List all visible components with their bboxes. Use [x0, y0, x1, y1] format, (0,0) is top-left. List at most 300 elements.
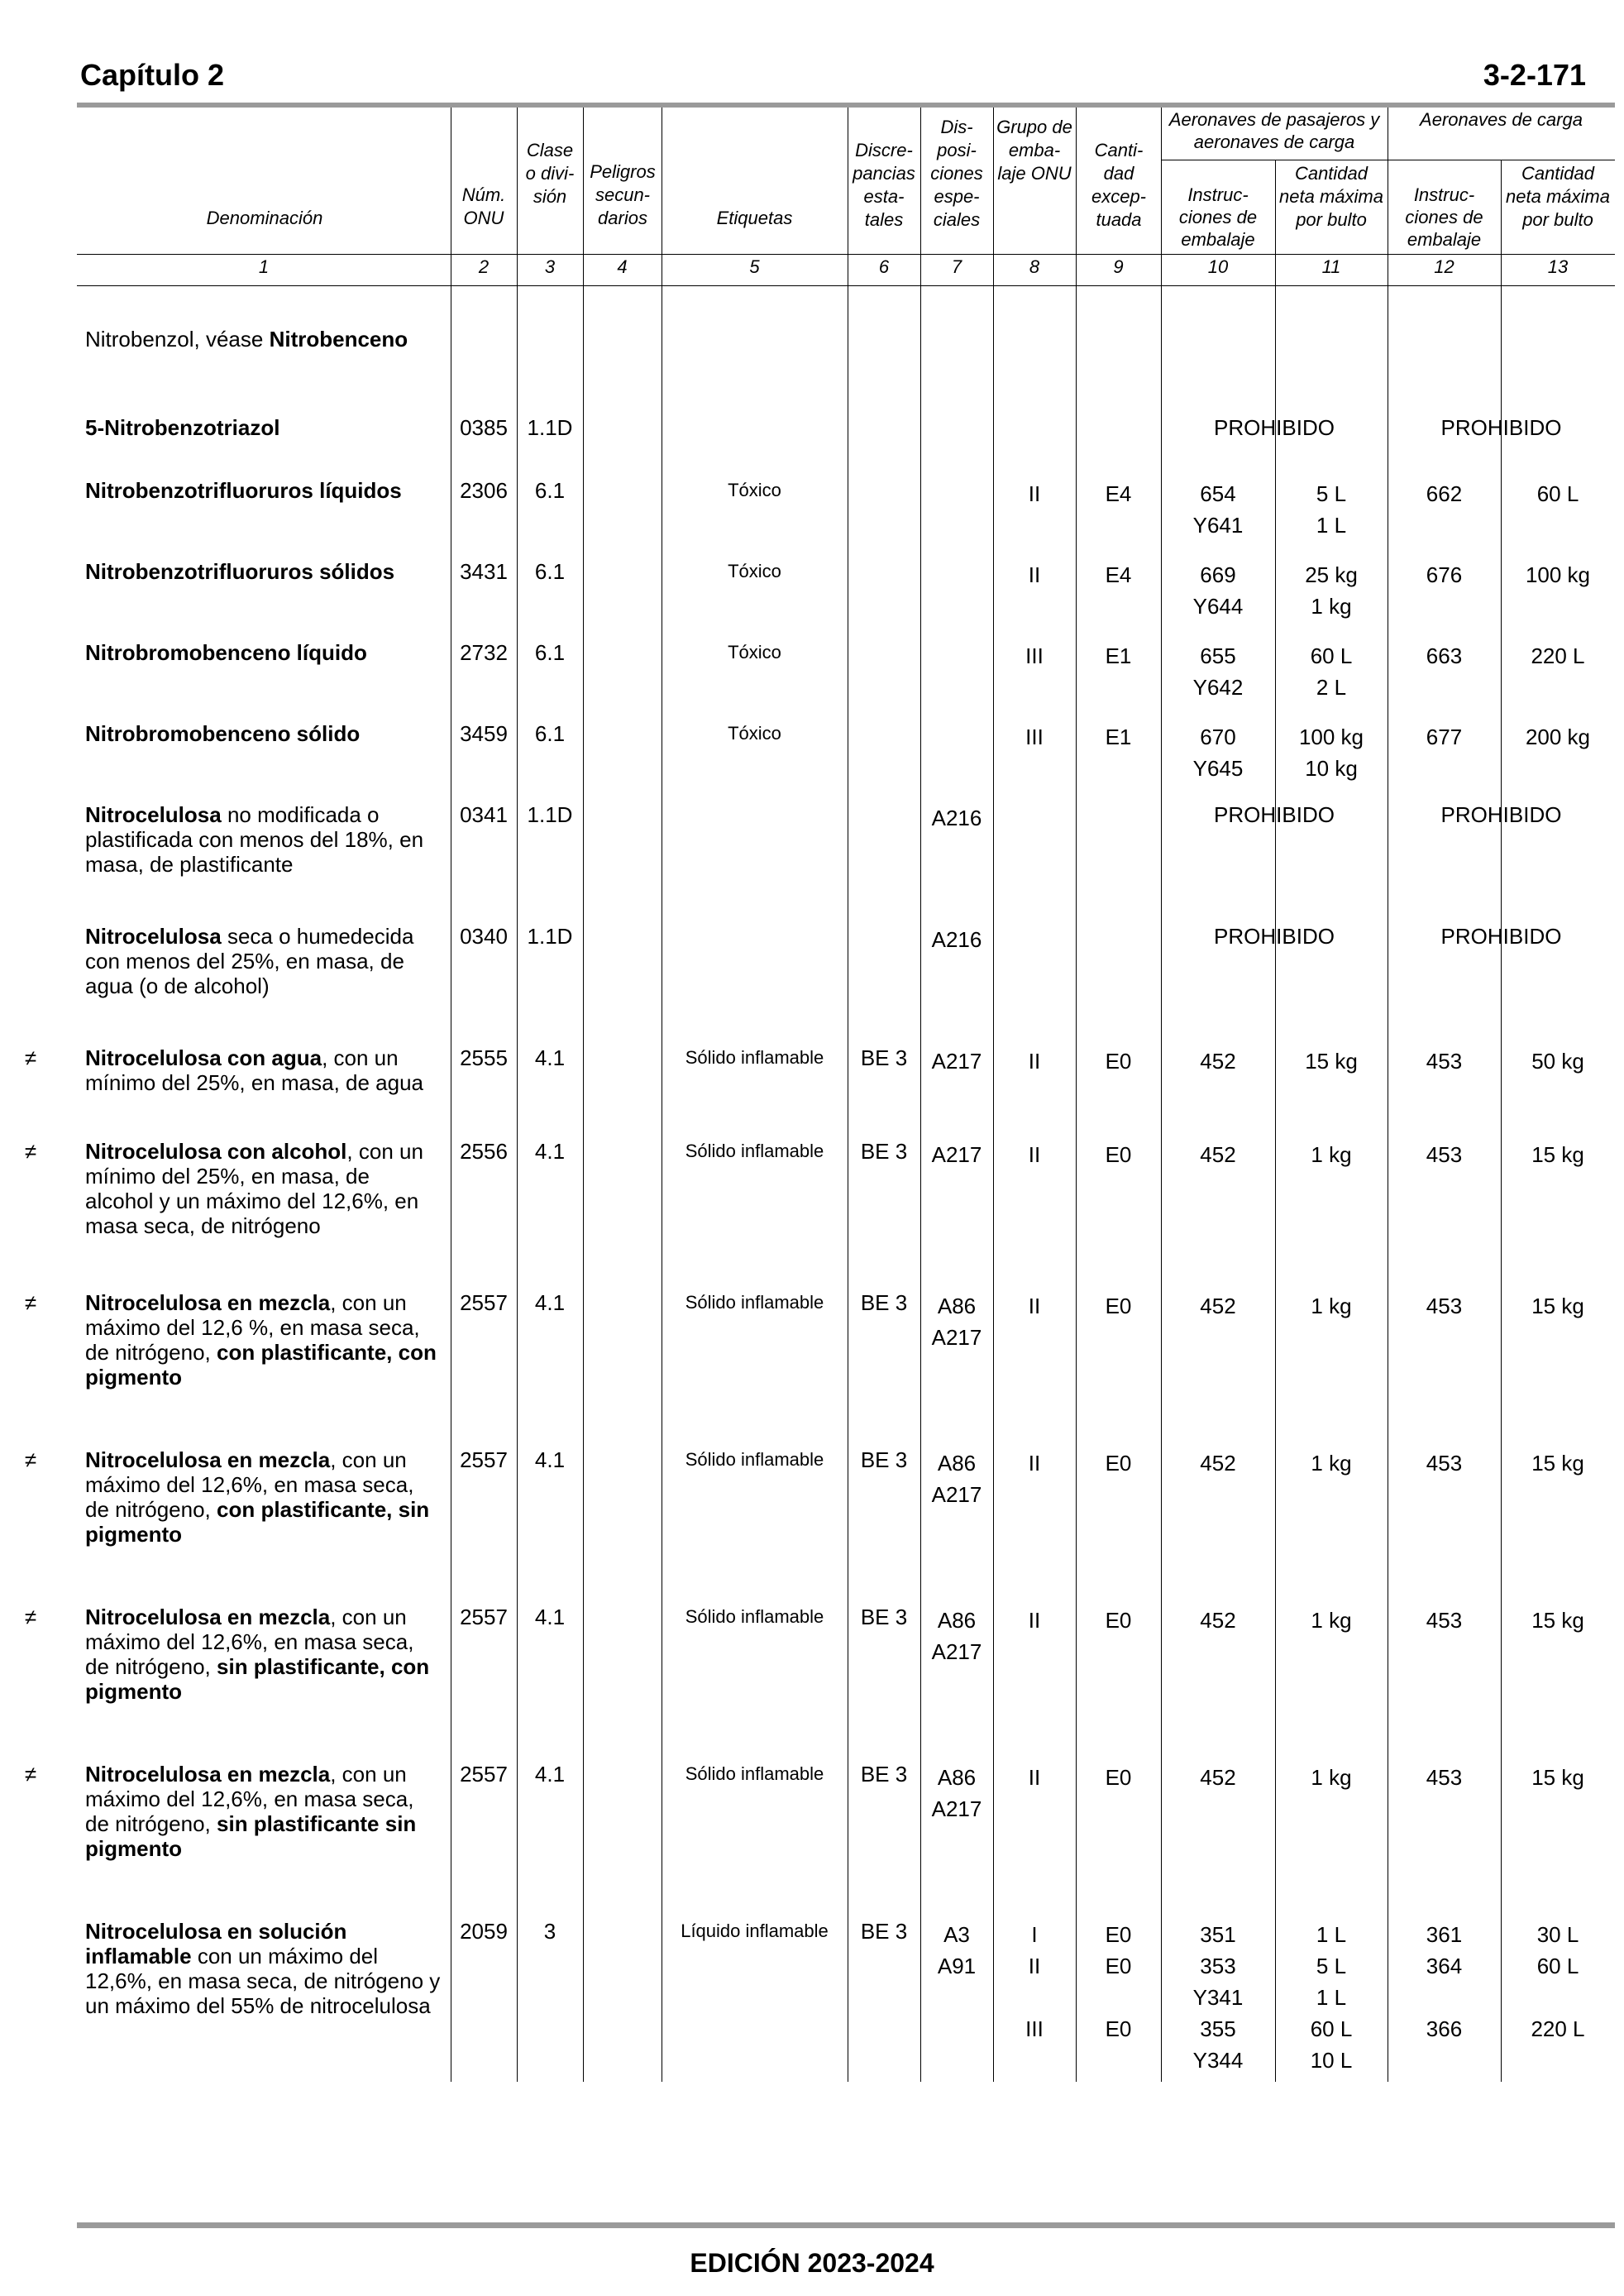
max-quantity-pax — [1275, 721, 1388, 784]
hazard-class: 4.1 — [534, 1762, 566, 1787]
denomination-bold-text: con plastificante, sin pigmento — [85, 1497, 430, 1547]
denomination-bold-text: Nitrocelulosa en mezcla — [85, 1762, 331, 1787]
excepted-quantity-line: E0 — [1105, 1451, 1132, 1476]
hazard-label: Sólido inflamable — [685, 1606, 824, 1627]
denomination-bold-text: Nitrocelulosa en mezcla — [85, 1605, 331, 1629]
excepted-quantity-line: E0 — [1105, 1765, 1132, 1790]
denomination-cell — [85, 478, 442, 503]
packing-instruction-cao-line: 361 — [1426, 1922, 1463, 1947]
excepted-quantity-line: E1 — [1105, 725, 1132, 749]
col-header-cantidad-exceptuada: Canti- dad excep- tuada — [1091, 140, 1147, 230]
packing-instruction-pax-line: Y344 — [1192, 2048, 1244, 2073]
packing-instruction-pax — [1161, 1605, 1275, 1636]
max-quantity-pax-line: 1 L — [1316, 1922, 1347, 1947]
packing-instruction-pax-line: 353 — [1200, 1954, 1236, 1978]
packing-instruction-cao — [1388, 1139, 1501, 1170]
packing-instruction-pax-line: 452 — [1200, 1765, 1236, 1790]
state-variation: BE 3 — [860, 1290, 908, 1315]
max-quantity-pax — [1275, 640, 1388, 703]
un-number: 2557 — [460, 1447, 508, 1472]
hazard-label: Tóxico — [728, 723, 781, 744]
un-number: 2059 — [460, 1919, 508, 1944]
denomination-bold-text: sin plastificante sin pigmento — [85, 1811, 417, 1861]
denomination-text: , con un mínimo del 25%, en masa, de agua — [85, 1045, 424, 1095]
chapter-title: Capítulo 2 — [80, 58, 225, 92]
packing-group-line: I — [1031, 1922, 1038, 1947]
excepted-quantity-line: E0 — [1105, 2016, 1132, 2041]
denomination-bold-text: con plastificante, con pigmento — [85, 1340, 437, 1390]
packing-instruction-pax-line: 351 — [1200, 1922, 1236, 1947]
special-provisions-line: A217 — [931, 1796, 982, 1821]
col-number: 11 — [1321, 256, 1341, 277]
col-number: 12 — [1434, 256, 1454, 277]
change-mark: ≠ — [24, 1447, 37, 1472]
change-mark: ≠ — [24, 1762, 37, 1787]
packing-group-line: II — [1028, 1451, 1041, 1476]
special-provisions-line: A86 — [937, 1451, 977, 1476]
denomination-text: , con un máximo del 12,6%, en masa seca, de nitrógeno, — [85, 1447, 414, 1522]
packing-instruction-cao-line: 453 — [1426, 1142, 1463, 1167]
special-provisions-line: A217 — [931, 1049, 982, 1074]
max-quantity-pax-line: 100 kg — [1298, 725, 1364, 749]
hazard-class: 1.1D — [527, 924, 573, 949]
max-quantity-cao — [1501, 1290, 1615, 1322]
special-provisions-line: A3 — [943, 1922, 970, 1947]
change-mark: ≠ — [24, 1139, 37, 1164]
change-mark: ≠ — [24, 1290, 37, 1315]
packing-group — [993, 1045, 1076, 1077]
packing-instruction-cao-line: 366 — [1426, 2016, 1463, 2041]
edition-footer: EDICIÓN 2023-2024 — [690, 2248, 934, 2278]
denomination-cell — [85, 721, 442, 746]
packing-group — [993, 640, 1076, 672]
max-quantity-cao — [1501, 1762, 1615, 1793]
packing-instruction-cao-line: 364 — [1426, 1954, 1463, 1978]
special-provisions — [920, 1605, 993, 1667]
packing-group-line: III — [1025, 643, 1044, 668]
col-header-clase: Clase o divi- sión — [525, 140, 575, 207]
state-variation: BE 3 — [860, 1447, 908, 1472]
denomination-bold-text: Nitrobenzotrifluoruros sólidos — [85, 559, 395, 584]
excepted-quantity-line: E0 — [1105, 1049, 1132, 1074]
packing-group-line: II — [1028, 1049, 1041, 1074]
hazard-class: 4.1 — [534, 1605, 566, 1629]
hazard-class: 6.1 — [534, 559, 566, 584]
special-provisions — [920, 1045, 993, 1077]
excepted-quantity — [1076, 721, 1161, 753]
hazard-label: Sólido inflamable — [685, 1763, 824, 1784]
special-provisions — [920, 1447, 993, 1510]
denomination-bold-text: Nitrocelulosa con alcohol — [85, 1139, 347, 1164]
packing-instruction-pax — [1161, 1290, 1275, 1322]
hazard-class: 4.1 — [534, 1139, 566, 1164]
col-header-instrucciones-cao: Instruc- ciones de embalaje — [1405, 184, 1483, 250]
excepted-quantity — [1076, 559, 1161, 591]
state-variation: BE 3 — [860, 1605, 908, 1629]
packing-group-line: II — [1028, 1294, 1041, 1318]
max-quantity-cao-line: 50 kg — [1531, 1049, 1584, 1074]
special-provisions-line: A86 — [937, 1294, 977, 1318]
max-quantity-cao — [1501, 721, 1615, 753]
max-quantity-pax-line: 2 L — [1316, 675, 1347, 700]
special-provisions-line: A86 — [937, 1765, 977, 1790]
col-header-etiquetas: Etiquetas — [716, 208, 793, 228]
prohibited-cao: PROHIBIDO — [1440, 415, 1562, 440]
packing-instruction-cao-line: 662 — [1426, 481, 1463, 506]
packing-instruction-pax-line: Y642 — [1192, 675, 1244, 700]
un-number: 2557 — [460, 1762, 508, 1787]
max-quantity-cao — [1501, 559, 1615, 591]
col-header-discrepancias: Discre- pancias esta- tales — [853, 140, 915, 230]
special-provisions — [920, 1762, 993, 1825]
packing-group — [993, 1919, 1076, 2045]
max-quantity-pax-line: 60 L — [1310, 643, 1353, 668]
max-quantity-cao — [1501, 1139, 1615, 1170]
excepted-quantity — [1076, 1139, 1161, 1170]
excepted-quantity-line: E0 — [1105, 1922, 1132, 1947]
max-quantity-pax-line: 1 kg — [1311, 594, 1352, 619]
packing-instruction-cao — [1388, 1447, 1501, 1479]
col-number: 8 — [1029, 256, 1040, 277]
col-number: 3 — [544, 256, 556, 277]
denomination-cell — [85, 924, 442, 998]
special-provisions — [920, 1919, 993, 1982]
special-provisions — [920, 1139, 993, 1170]
max-quantity-pax-line: 1 kg — [1311, 1608, 1352, 1633]
prohibited-cao: PROHIBIDO — [1440, 802, 1562, 827]
max-quantity-pax — [1275, 559, 1388, 622]
max-quantity-pax-line: 1 L — [1316, 513, 1347, 538]
packing-instruction-cao — [1388, 1605, 1501, 1636]
denomination-bold-text: Nitrobenzotrifluoruros líquidos — [85, 478, 402, 503]
packing-instruction-cao-line: 453 — [1426, 1451, 1463, 1476]
denomination-bold-text: Nitrocelulosa en mezcla — [85, 1447, 331, 1472]
denomination-text: , con un mínimo del 25%, en masa, de alcohol y un máximo del 12,6%, en masa seca, de nitrógeno — [85, 1139, 423, 1238]
denomination-text: , con un máximo del 12,6 %, en masa seca, de nitrógeno, — [85, 1290, 420, 1365]
max-quantity-pax — [1275, 1605, 1388, 1636]
special-provisions-line: A216 — [931, 806, 982, 830]
packing-group-line: II — [1028, 1608, 1041, 1633]
packing-instruction-pax — [1161, 1045, 1275, 1077]
packing-instruction-cao-line: 453 — [1426, 1765, 1463, 1790]
denomination-cell — [85, 1045, 442, 1095]
un-number: 2556 — [460, 1139, 508, 1164]
prohibited-cao: PROHIBIDO — [1440, 924, 1562, 949]
hazard-class: 1.1D — [527, 415, 573, 440]
denomination-bold-text: 5-Nitrobenzotriazol — [85, 415, 280, 440]
hazard-label: Sólido inflamable — [685, 1047, 824, 1068]
packing-instruction-pax-line: Y645 — [1192, 756, 1244, 781]
packing-group-line: II — [1028, 1954, 1041, 1978]
packing-instruction-cao — [1388, 640, 1501, 672]
denomination-text: con un máximo del 12,6%, en masa seca, de nitrógeno y un máximo del 55% de nitrocelulosa — [85, 1944, 441, 2018]
max-quantity-cao-line: 15 kg — [1531, 1608, 1584, 1633]
max-quantity-pax-line: 10 L — [1310, 2048, 1353, 2073]
max-quantity-pax — [1275, 1762, 1388, 1793]
special-provisions-line: A217 — [931, 1639, 982, 1664]
packing-instruction-cao — [1388, 478, 1501, 509]
packing-instruction-pax-line: Y644 — [1192, 594, 1244, 619]
excepted-quantity-line: E0 — [1105, 1142, 1132, 1167]
special-provisions — [920, 924, 993, 955]
col-number: 13 — [1547, 256, 1569, 277]
max-quantity-cao-line: 15 kg — [1531, 1294, 1584, 1318]
state-variation: BE 3 — [860, 1762, 908, 1787]
col-header-cantidad-pax: Cantidad neta máxima por bulto — [1279, 163, 1383, 230]
packing-instruction-pax-line: 670 — [1200, 725, 1236, 749]
hazard-class: 4.1 — [534, 1447, 566, 1472]
excepted-quantity-line: E4 — [1105, 562, 1132, 587]
denomination-text: , con un máximo del 12,6%, en masa seca, de nitrógeno, — [85, 1762, 414, 1836]
denomination-cell — [85, 1919, 442, 2018]
packing-instruction-pax-line: 452 — [1200, 1294, 1236, 1318]
max-quantity-cao-line: 15 kg — [1531, 1451, 1584, 1476]
page-number: 3-2-171 — [1483, 58, 1586, 92]
packing-instruction-cao-line: 676 — [1426, 562, 1463, 587]
max-quantity-pax-line: 60 L — [1310, 2016, 1353, 2041]
col-header-grupo: Grupo de emba- laje ONU — [996, 117, 1072, 184]
col-number: 1 — [258, 256, 270, 277]
hazard-label: Tóxico — [728, 480, 781, 500]
packing-group-line: II — [1028, 481, 1041, 506]
special-provisions-line: A217 — [931, 1482, 982, 1507]
col-header-peligros: Peligros secun- darios — [590, 161, 656, 228]
excepted-quantity — [1076, 1605, 1161, 1636]
packing-group — [993, 721, 1076, 753]
max-quantity-pax — [1275, 478, 1388, 541]
packing-instruction-pax-line: 452 — [1200, 1451, 1236, 1476]
denomination-bold-text: Nitrocelulosa con agua — [85, 1045, 322, 1070]
max-quantity-pax — [1275, 1139, 1388, 1170]
denomination-cell — [85, 1762, 442, 1861]
hazard-label: Sólido inflamable — [685, 1292, 824, 1313]
max-quantity-pax — [1275, 1447, 1388, 1479]
packing-instruction-pax — [1161, 640, 1275, 703]
hazard-class: 6.1 — [534, 721, 566, 746]
hazard-label: Sólido inflamable — [685, 1141, 824, 1161]
max-quantity-cao-line: 15 kg — [1531, 1142, 1584, 1167]
packing-group — [993, 1605, 1076, 1636]
special-provisions-line: A217 — [931, 1325, 982, 1350]
un-number: 2306 — [460, 478, 508, 503]
hazard-class: 4.1 — [534, 1290, 566, 1315]
packing-group-line: II — [1028, 1765, 1041, 1790]
max-quantity-cao — [1501, 1045, 1615, 1077]
excepted-quantity-line: E0 — [1105, 1608, 1132, 1633]
col-number: 5 — [749, 256, 760, 277]
hazard-label: Tóxico — [728, 642, 781, 662]
packing-group-line: II — [1028, 562, 1041, 587]
col-header-cantidad-cao: Cantidad neta máxima por bulto — [1506, 163, 1610, 230]
packing-instruction-cao-line: 453 — [1426, 1049, 1463, 1074]
un-number: 0341 — [460, 802, 508, 827]
packing-group — [993, 1139, 1076, 1170]
group-header-cargo: Aeronaves de carga — [1420, 109, 1583, 130]
denomination-text: , con un máximo del 12,6%, en masa seca, de nitrógeno, — [85, 1605, 414, 1679]
un-number: 0340 — [460, 924, 508, 949]
prohibited-pax: PROHIBIDO — [1214, 802, 1335, 827]
excepted-quantity — [1076, 1919, 1161, 2045]
special-provisions-line: A91 — [937, 1954, 977, 1978]
max-quantity-cao-line: 200 kg — [1525, 725, 1591, 749]
special-provisions-line: A217 — [931, 1142, 982, 1167]
col-header-denominacion: Denominación — [206, 208, 323, 228]
state-variation: BE 3 — [860, 1045, 908, 1070]
excepted-quantity — [1076, 478, 1161, 509]
excepted-quantity — [1076, 1045, 1161, 1077]
max-quantity-cao-line: 15 kg — [1531, 1765, 1584, 1790]
col-number: 2 — [478, 256, 490, 277]
max-quantity-pax — [1275, 1919, 1388, 2076]
group-header-passenger: Aeronaves de pasajeros y aeronaves de carga — [1168, 109, 1380, 152]
packing-instruction-pax-line: 655 — [1200, 643, 1236, 668]
col-number: 7 — [951, 256, 962, 277]
packing-instruction-cao-line — [1388, 1982, 1501, 2013]
denomination-cell — [85, 1139, 442, 1238]
col-number: 9 — [1113, 256, 1124, 277]
denomination-text: no modificada o plastificada con menos del 18%, en masa, de plastificante — [85, 802, 424, 877]
packing-instruction-cao — [1388, 559, 1501, 591]
packing-instruction-pax — [1161, 559, 1275, 622]
special-provisions — [920, 1290, 993, 1353]
hazard-class: 1.1D — [527, 802, 573, 827]
packing-instruction-pax-line: 355 — [1200, 2016, 1236, 2041]
max-quantity-pax-line: 5 L — [1316, 1954, 1347, 1978]
max-quantity-cao — [1501, 478, 1615, 509]
denomination-text: seca o humedecida con menos del 25%, en masa, de agua (o de alcohol) — [85, 924, 414, 998]
excepted-quantity — [1076, 1447, 1161, 1479]
denomination-cell — [85, 327, 442, 352]
packing-instruction-pax — [1161, 1919, 1275, 2076]
excepted-quantity — [1076, 640, 1161, 672]
un-number: 2557 — [460, 1605, 508, 1629]
denomination-cell — [85, 640, 442, 665]
max-quantity-cao — [1501, 1447, 1615, 1479]
max-quantity-cao-line: 220 L — [1531, 2016, 1585, 2041]
max-quantity-cao-line: 30 L — [1536, 1922, 1579, 1947]
excepted-quantity — [1076, 1762, 1161, 1793]
packing-group-line — [993, 1982, 1076, 2013]
packing-instruction-pax — [1161, 721, 1275, 784]
packing-group — [993, 478, 1076, 509]
header-rule — [77, 103, 1615, 108]
prohibited-pax: PROHIBIDO — [1214, 924, 1335, 949]
packing-instruction-pax-line: 452 — [1200, 1049, 1236, 1074]
denomination-text: Nitrobenzol, véase — [85, 327, 270, 352]
packing-group — [993, 1290, 1076, 1322]
excepted-quantity-line: E4 — [1105, 481, 1132, 506]
denomination-cell — [85, 415, 442, 440]
packing-instruction-pax-line: Y641 — [1192, 513, 1244, 538]
denomination-cell — [85, 1290, 442, 1390]
col-number: 10 — [1207, 256, 1229, 277]
change-mark: ≠ — [24, 1045, 37, 1070]
packing-group-line: II — [1028, 1142, 1041, 1167]
max-quantity-cao-line — [1501, 1982, 1615, 2013]
excepted-quantity-line: E0 — [1105, 1954, 1132, 1978]
packing-group-line: III — [1025, 2016, 1044, 2041]
packing-instruction-pax — [1161, 1139, 1275, 1170]
max-quantity-cao-line: 220 L — [1531, 643, 1585, 668]
denomination-bold-text: Nitrocelulosa — [85, 802, 222, 827]
max-quantity-pax-line: 5 L — [1316, 481, 1347, 506]
packing-instruction-pax — [1161, 1762, 1275, 1793]
un-number: 0385 — [460, 415, 508, 440]
footer-rule — [77, 2222, 1615, 2228]
un-number: 2555 — [460, 1045, 508, 1070]
packing-instruction-cao — [1388, 1045, 1501, 1077]
hazard-class: 6.1 — [534, 640, 566, 665]
packing-instruction-pax — [1161, 478, 1275, 541]
hazard-class: 4.1 — [534, 1045, 566, 1070]
packing-instruction-cao-line: 677 — [1426, 725, 1463, 749]
max-quantity-pax-line: 15 kg — [1305, 1049, 1358, 1074]
packing-instruction-pax-line: 452 — [1200, 1608, 1236, 1633]
un-number: 3459 — [460, 721, 508, 746]
packing-group — [993, 1447, 1076, 1479]
max-quantity-pax — [1275, 1290, 1388, 1322]
max-quantity-cao-line: 60 L — [1536, 481, 1579, 506]
denomination-cell — [85, 1447, 442, 1547]
hazard-class: 6.1 — [534, 478, 566, 503]
denomination-cell — [85, 802, 442, 877]
col-number: 4 — [617, 256, 628, 277]
max-quantity-cao — [1501, 1919, 1615, 2045]
special-provisions-line: A216 — [931, 927, 982, 952]
special-provisions — [920, 802, 993, 834]
max-quantity-pax-line: 10 kg — [1305, 756, 1358, 781]
packing-group — [993, 1762, 1076, 1793]
max-quantity-cao — [1501, 1605, 1615, 1636]
hazard-class: 3 — [543, 1919, 556, 1944]
denomination-cell — [85, 559, 442, 584]
packing-instruction-pax-line: 452 — [1200, 1142, 1236, 1167]
max-quantity-cao-line: 100 kg — [1525, 562, 1591, 587]
denomination-bold-text: Nitrocelulosa en mezcla — [85, 1290, 331, 1315]
special-provisions-line: A86 — [937, 1608, 977, 1633]
packing-instruction-pax-line: 669 — [1200, 562, 1236, 587]
max-quantity-pax-line: 1 kg — [1311, 1765, 1352, 1790]
packing-instruction-pax — [1161, 1447, 1275, 1479]
col-header-instrucciones-pax: Instruc- ciones de embalaje — [1178, 184, 1258, 250]
packing-instruction-cao-line: 663 — [1426, 643, 1463, 668]
packing-group-line: III — [1025, 725, 1044, 749]
packing-instruction-cao — [1388, 1919, 1501, 2045]
un-number: 3431 — [460, 559, 508, 584]
denomination-bold-text: Nitrobromobenceno líquido — [85, 640, 367, 665]
excepted-quantity-line: E1 — [1105, 643, 1132, 668]
packing-instruction-cao — [1388, 1290, 1501, 1322]
excepted-quantity-line: E0 — [1105, 1294, 1132, 1318]
packing-instruction-cao-line: 453 — [1426, 1294, 1463, 1318]
col-header-onu: Núm. ONU — [461, 184, 506, 228]
max-quantity-pax-line: 1 kg — [1311, 1142, 1352, 1167]
excepted-quantity-line — [1076, 1982, 1161, 2013]
denomination-bold-text: Nitrocelulosa — [85, 924, 222, 949]
col-number: 6 — [878, 256, 890, 277]
change-mark: ≠ — [24, 1605, 37, 1629]
packing-group — [993, 559, 1076, 591]
packing-instruction-cao — [1388, 1762, 1501, 1793]
packing-instruction-pax-line: 654 — [1200, 481, 1236, 506]
max-quantity-cao — [1501, 640, 1615, 672]
hazard-label: Sólido inflamable — [685, 1449, 824, 1470]
un-number: 2732 — [460, 640, 508, 665]
packing-instruction-cao — [1388, 721, 1501, 753]
max-quantity-pax-line: 1 kg — [1311, 1294, 1352, 1318]
max-quantity-pax-line: 1 kg — [1311, 1451, 1352, 1476]
denomination-bold-text: Nitrobenceno — [269, 327, 408, 352]
